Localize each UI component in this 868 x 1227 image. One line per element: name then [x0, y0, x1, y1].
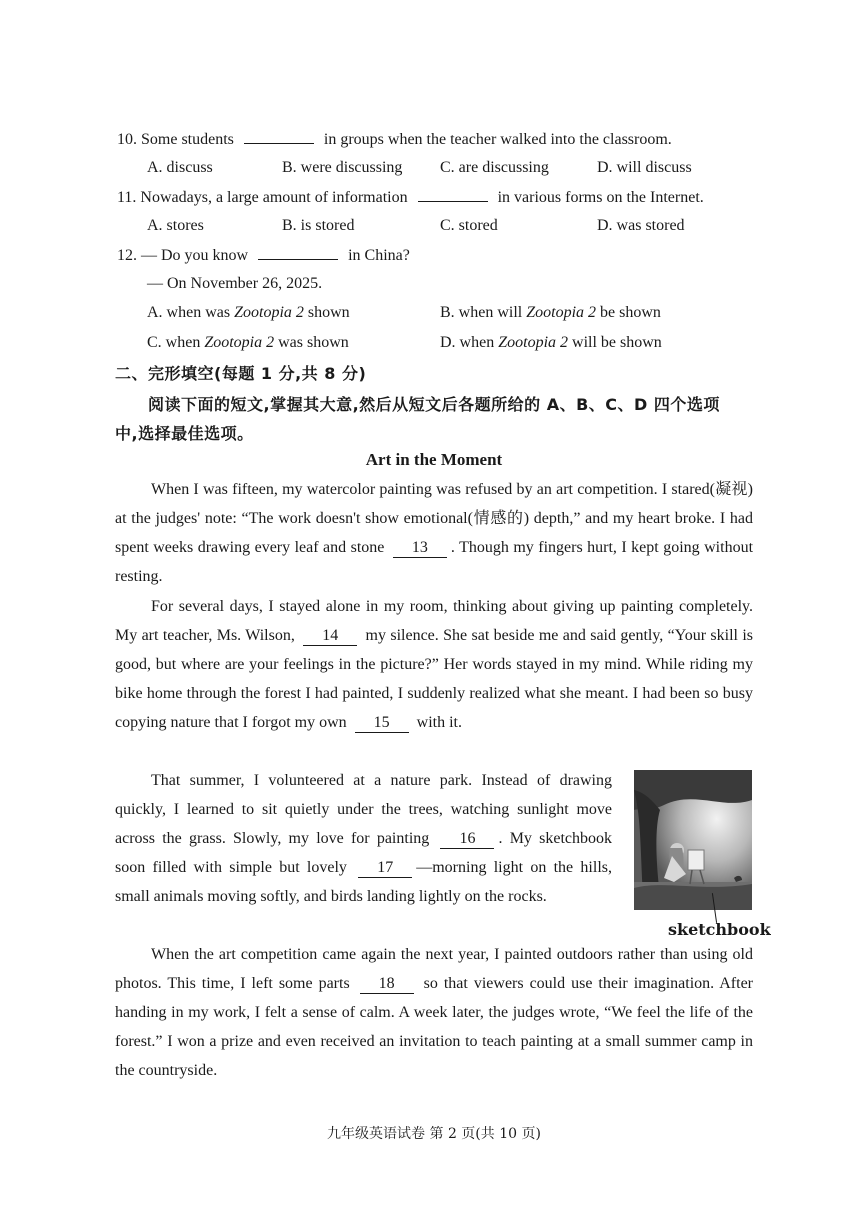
- section-instruction-cont: 中,选择最佳选项。: [115, 424, 254, 443]
- question-11: [117, 187, 704, 208]
- movie-title: Zootopia 2: [498, 334, 569, 351]
- paragraph-text: When the art competition came again the next year, I painted outdoors rather than using old photos. This time, I left some parts: [115, 946, 753, 992]
- section-heading: 二、完形填空(每题 1 分,共 8 分): [115, 364, 367, 383]
- option-text: be shown: [596, 304, 661, 321]
- option-text: was shown: [274, 334, 349, 351]
- blank-17[interactable]: 17: [358, 859, 412, 878]
- blank-18[interactable]: 18: [360, 975, 414, 994]
- question-stem-after: in various forms on the Internet.: [497, 189, 704, 206]
- paragraph-text: with it.: [416, 714, 462, 731]
- option-b[interactable]: B. were discussing: [282, 159, 403, 176]
- answer-blank[interactable]: [258, 245, 338, 260]
- option-d[interactable]: D. was stored: [597, 217, 685, 234]
- question-stem-after: in groups when the teacher walked into the classroom.: [323, 131, 672, 148]
- answer-blank[interactable]: [418, 187, 488, 202]
- option-b[interactable]: B. is stored: [282, 217, 355, 234]
- paragraph-text: —morning light on the hills, small animals moving softly, and birds landing lightly on the rocks.: [115, 859, 612, 905]
- option-text: will be shown: [568, 334, 662, 351]
- option-text: A. when was: [147, 304, 235, 321]
- option-a[interactable]: A. stores: [147, 217, 204, 234]
- paragraph-text: That summer, I volunteered at a nature park. Instead of drawing quickly, I learned to sit quietly under the trees, watching sunlight move across the grass. Slowly, my love for painting: [115, 772, 612, 847]
- option-c[interactable]: C. are discussing: [440, 159, 549, 176]
- blank-14[interactable]: 14: [303, 627, 357, 646]
- page-footer: 九年级英语试卷 第 2 页(共 10 页): [327, 1126, 541, 1142]
- dialogue-answer: — On November 26, 2025.: [147, 275, 323, 292]
- option-c[interactable]: [147, 333, 349, 353]
- option-text: B. when will: [440, 304, 527, 321]
- movie-title: Zootopia 2: [526, 304, 597, 321]
- paragraph-text: my silence. She sat beside me and said gently, “Your skill is good, but where are your feelings in the picture?” Her words stayed in my mind. While riding my bike home through the forest I had painted, I suddenly realized what she meant. I had been so busy copying nature that I forgot my own: [115, 627, 753, 731]
- option-a[interactable]: A. discuss: [147, 159, 213, 176]
- question-number: 11.: [117, 189, 137, 206]
- answer-blank[interactable]: [244, 129, 314, 144]
- blank-16[interactable]: 16: [440, 830, 494, 849]
- illustration-image: [634, 770, 752, 910]
- question-number: 10.: [117, 131, 137, 148]
- blank-13[interactable]: 13: [393, 539, 447, 558]
- paragraph-text: so that viewers could use their imagination. After handing in my work, I felt a sense of calm. A week later, the judges wrote, “We feel the life of the forest.” I won a prize and even received an invitation to teach painting at a small summer camp in the countryside.: [115, 975, 754, 1079]
- option-d[interactable]: [440, 333, 662, 353]
- question-12: [117, 245, 410, 266]
- question-10: [117, 129, 672, 150]
- section-instruction: 阅读下面的短文,掌握其大意,然后从短文后各题所给的 A、B、C、D 四个选项: [148, 395, 720, 414]
- option-text: C. when: [147, 334, 205, 351]
- paragraph-text: For several days, I stayed alone in my room, thinking about giving up painting completely. My art teacher, Ms. Wilson,: [115, 598, 753, 644]
- illustration-label: sketchbook: [668, 920, 771, 939]
- passage-paragraph-4: [115, 940, 753, 1085]
- option-text: D. when: [440, 334, 499, 351]
- question-number: 12.: [117, 247, 137, 264]
- movie-title: Zootopia 2: [204, 334, 275, 351]
- option-c[interactable]: C. stored: [440, 217, 498, 234]
- paragraph-text: . Though my fingers hurt, I kept going without resting.: [115, 539, 754, 585]
- movie-title: Zootopia 2: [234, 304, 304, 321]
- passage-paragraph-1: [115, 475, 753, 591]
- illustration-girl-sketching-under-tree: [634, 770, 752, 910]
- option-b[interactable]: [440, 303, 661, 323]
- passage-paragraph-3: [115, 766, 612, 911]
- passage-paragraph-2: [115, 592, 753, 737]
- question-stem-before: Nowadays, a large amount of information: [140, 189, 408, 206]
- blank-15[interactable]: 15: [355, 714, 409, 733]
- option-text: shown: [303, 304, 350, 321]
- question-stem-after: in China?: [348, 247, 410, 264]
- option-d[interactable]: D. will discuss: [597, 159, 692, 176]
- paragraph-text: When I was fifteen, my watercolor painting was refused by an art competition. I stared(凝视) at the judges' note: “The work doesn't show emotional(情感的) depth,” and my heart broke. I had spent weeks drawing every leaf and stone: [115, 481, 753, 556]
- passage-title: Art in the Moment: [365, 450, 503, 469]
- paragraph-text: . My sketchbook soon filled with simple but lovely: [115, 830, 613, 876]
- question-stem-before: Some students: [141, 131, 234, 148]
- option-a[interactable]: [147, 303, 350, 323]
- question-stem-before: — Do you know: [141, 247, 249, 264]
